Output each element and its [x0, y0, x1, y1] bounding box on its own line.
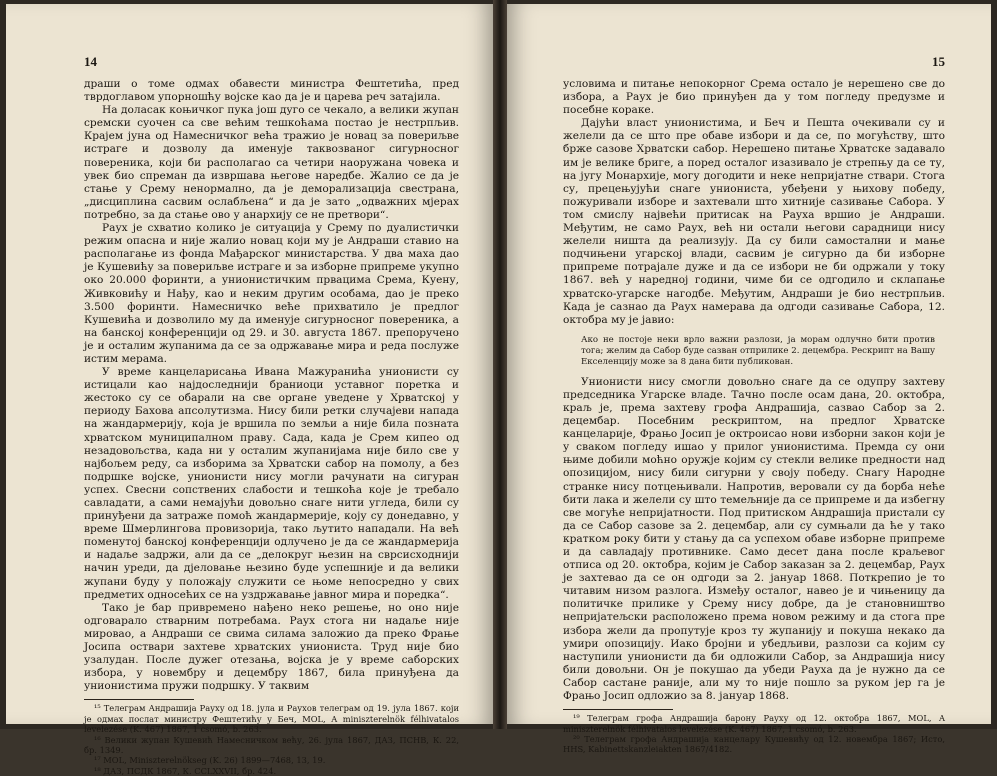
paragraph: Унионисти нису смогли довољно снаге да се одупру захтеву председника Угарске владе. Тачно после осам дана, 20. октобра, краљ је, према захтеву грофа Андрашија, сазвао Сабор за 2. децембар. Посебним рескриптом, на предлог Хрватске канцеларије, Фрањо Јосип је октроисао нови изборни закон који је у сваком погледу ишао у прилог унионистима. Премда су они њиме добили моћно оружје којим су стекли велике предности над опозицијом, нису били сигурни у своју победу. Снагу Народне странке нису потцењивали. Напротив, веровали су да борба неће бити лака и желели су што темељније да се припреме и да избегну све могуће непријатности. Под притиском Андрашија пристали су да се Сабор сазове за 2. децембар, али су сумњали да ће у тако кратком року бити у стању да са успехом обаве изборне припреме и да савладају противнике. Само десет дана после краљевог отписа од 20. октобра, којим је Сабор заказан за 2. децембар, Раух је захтевао да се он одгоди за 2. јануар 1868. Поткрепио је то читавим низом разлога. Између осталог, навео је и чињеницу да политичке прилике у Срему нису добре, да је становништво непријатељски расположено према новом режиму и да стога пре избора жели да пропутује кроз ту жупанију и покуша некако да умири опозицију. Иако бројни и убедљиви, разлози са којим су наступили унионисти да би одложили Сабор, за Андрашија нису били довољни. Он је покушао да убеди Рауха да је нужно да се Сабор састане раније, али му то није пошло за руком јер га је Фрањо Јосип одложио за 8. јануар 1868. — [563, 375, 945, 703]
footnote: ¹⁹ Телеграм грофа Андрашија барону Рауху од 12. октобра 1867, MOL, A miniszterelnök félhivatalos levelezése (K. 467) 1867, 1 csomó, b. 263. — [563, 713, 945, 734]
paragraph: У време канцеларисања Ивана Мажуранића унионисти су истицали као најдоследнији браниоци уставног поретка и жестоко су се обарали на све органе уведене у Хрватској у периоду Бахова апсолутизма. Нису били ретки случајеви напада на жандармерију, која је вршила по земљи а није била позната хрватском муниципалном праву. Сада, када је Срем кипео од незадовољства, када ни у осталим жупанијама није било све у најбољем реду, са изборима за Хрватски сабор на помолу, а без подршке војске, унионисти нису могли рачунати на сигуран успех. Свесни сопствених слабости и тешкоћа које је требало савладати, а сами немајући довољно снаге нити угледа, били су принуђени да затраже помоћ жандармерије, коју су донедавно, у време Шмерлингова провизорија, тако љутито нападали. На већ поменутој банској конференцији одлучено је да се жандармерија и надаље задржи, али да се „делокруг њезин на сврсисходнији начин уреди, да дјеловање њезино буде успешније и да велики жупани буду у положају служити се њоме непосредно у свих предметих односећих се на уздржавање јавног мира и поредка“. — [84, 366, 459, 601]
paragraph: Раух је схватио колико је ситуација у Срему по дуалистички режим опасна и није жалио новац који му је Андраши ставио на располагање из фонда Мађарског министарства. У два маха дао је Кушевићу за повериљве истраге и за изборне припреме укупно око 20.000 форинти, а унионистичким првацима Срема, Куену, Живковићу и Нађу, као и неким другим особама, дао је преко 3.500 форинти. Намесничко веће прихватило је предлог Кушевића и дозволило му да именује сигурносног повереника, а на банској конференцији од 29. и 30. августа 1867. препоручено је и осталим жупанима да се за одржавање мира и реда послуже истим мерама. — [84, 222, 459, 365]
footnote-rule — [84, 699, 194, 700]
right-page — [507, 4, 991, 755]
paragraph: На доласак коњичког пука још дуго се чекало, а велики жупан сремски суочен са све већим тешкоћама постао је нестрпљив. Крајем јуна од Намесничког већа тражио је новац за повериљве истраге и дозволу да именује таквозваног сигурносног повереника, који би располагао са четири наоружана човека и увек био спреман да извршава његове наредбе. Жалио се да је стање у Срему ненормално, да је деморализација свестрана, „дисциплина сасвим ослабљена“ и да је зато „одважних мјерах потребно, за да стање ово у анархију се не претвори“. — [84, 104, 459, 221]
paragraph: условима и питање непокорног Срема остало је нерешено све до избора, а Раух је био принуђен да у том погледу предузме и посебне кораке. — [563, 78, 945, 117]
footnotes — [563, 713, 945, 755]
footnote: ²⁰ Телеграм грофа Андрашија канцелару Кушевићу од 12. новембра 1867; Исто, HHS, Kabinettskanzleiakten 1867/4182. — [563, 733, 945, 755]
page-number: 14 — [84, 54, 97, 69]
paragraph: драши о томе одмах обавести министра Фештетића, пред тврдоглавом упорношћу војске као да је и царева реч затајила. — [84, 78, 459, 104]
page-number: 15 — [932, 54, 945, 69]
paragraph: Дајући власт унионистима, и Беч и Пешта очекивали су и желели да се што пре обаве избори и да се, по могућству, што брже сазове Хрватски сабор. Нерешено питање Хрватске задавало им је велике бриге, а поред осталог изазивало је стрепњу да се ту, на југу Монархије, могу догодити и неке непријатне ствари. Стога су, прецењујући снаге униониста, убеђени у њихову победу, пожуривали изборе и захтевали што хитније сазивање Сабора. У том смислу највећи притисак на Рауха вршио је Андраши. Међутим, не само Раух, већ ни остали његови сарадници нису желели ништа да реализују. Да су били самостални и мање подчињени угарској влади, сасвим је сигурно да би изборне припреме потрајале дуже и да се избори не би одржали у току 1867. већ у наредној години, чиме би се одгодило и склапање хрватско-угарске нагодбе. Међутим, Андраши је био нестрпљив. Када је сазнао да Раух намерава да одгоди сазивање Сабора, 12. октобра му је јавио: — [563, 117, 945, 326]
footnotes — [84, 703, 459, 776]
footnote: ¹⁷ MOL, Miniszterelnökseg (K. 26) 1899—7468, 13, 19. — [94, 755, 326, 766]
paragraph: Тако је бар привремено нађено некo решење, но оно није одговарало стварним потребама. Раух стога ни надаље није мировао, а Андраши се свима силама заложио да преко Фрање Јосипа оствари захтеве хрватских униониста. Труд није био узалудан. После дужег отезања, војска је у време саборских избора, у новембру и децембру 1867, била принуђена да унионистима пружи подршку. У таквим — [84, 601, 459, 693]
footnote: ¹⁵ Телеграм Андрашија Рауху од 18. јула и Раухов телеграм од 19. јула 1867. који је одмах послат министру Фештетићу у Беч, MOL, A miniszterelnök félhivatalos levelezése (K. 467) 1867, 1 csomó, b. 263. — [84, 703, 459, 735]
page-body — [563, 78, 945, 703]
page-body — [84, 78, 459, 693]
footnote-rule — [563, 709, 673, 710]
left-page — [6, 4, 493, 776]
footnote: ¹⁸ ДАЗ, ПСДК 1867, К. CCLXXVII, бр. 424. — [94, 765, 277, 776]
book-gutter — [493, 0, 507, 729]
footnote: ¹⁶ Велики жупан Кушевић Намесничком већу, 26. јула 1867, ДАЗ, ПСНВ, К. 22, бр. 1349. — [84, 734, 459, 756]
block-quote: Ако не постоје неки врло важни разлози, ја морам одлучно бити против тога; желим да Сабор буде сазван отприлике 2. децембра. Рескрипт на Вашу Екселенцију може за 8 дана бити публикован. — [581, 334, 935, 367]
